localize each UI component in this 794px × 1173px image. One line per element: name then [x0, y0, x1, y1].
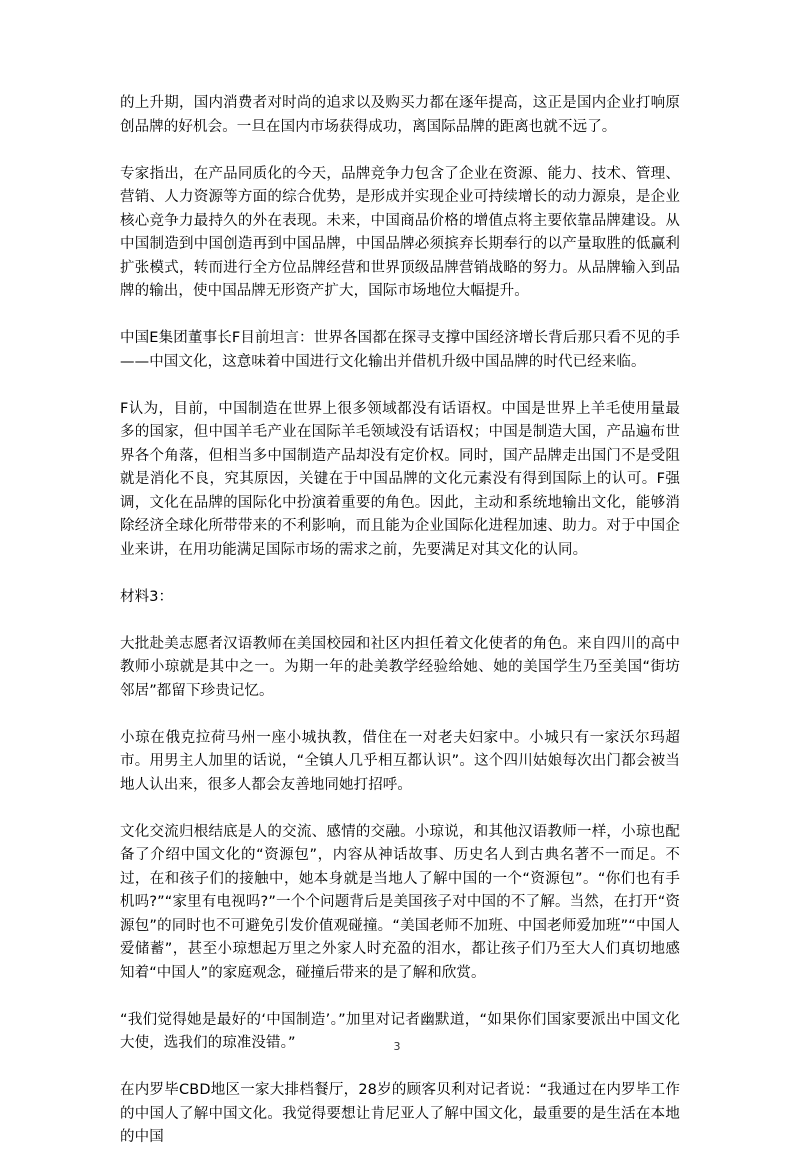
page-number: 3 — [393, 1040, 401, 1053]
paragraph-7: 文化交流归根结底是人的交流、感情的交融。小琼说，和其他汉语教师一样，小琼也配备了介绍中国文化的“资源包”，内容从神话故事、历史名人到古典名著不一而足。不过，在和孩子们的接触中，她本身就是当地人了解中国的一个“资源包”。“你们也有手机吗?”“家里有电视吗?”一个个问题背后是美国孩子对中国的不了解。当然，在打开“资源包”的同时也不可避免引发价值观碰撞。“美国老师不加班、中国老师爱加班”“中国人爱储蓄”，甚至小琼想起万里之外家人时充盈的泪水，都让孩子们乃至大人们真切地感知着“中国人”的家庭观念，碰撞后带来的是了解和欣赏。 — [120, 823, 680, 981]
paragraph-6: 小琼在俄克拉荷马州一座小城执教，借住在一对老夫妇家中。小城只有一家沃尔玛超市。用男主人加里的话说，“全镇人几乎相互都认识”。这个四川姑娘每次出门都会被当地人认出来，很多人都会友善地同她打招呼。 — [120, 729, 680, 793]
paragraph-2: 专家指出，在产品同质化的今天，品牌竞争力包含了企业在资源、能力、技术、管理、营销、人力资源等方面的综合优势，是形成并实现企业可持续增长的动力源泉，是企业核心竞争力最持久的外在表现。未来，中国商品价格的增值点将主要依靠品牌建设。从中国制造到中国创造再到中国品牌，中国品牌必须摈弃长期奉行的以产量取胜的低赢利扩张模式，转而进行全方位品牌经营和世界顶级品牌营销战略的努力。从品牌输入到品牌的输出，使中国品牌无形资产扩大，国际市场地位大幅提升。 — [120, 165, 680, 299]
paragraph-9: 在内罗毕CBD地区一家大排档餐厅，28岁的顾客贝利对记者说：“我通过在内罗毕工作的中国人了解中国文化。我觉得要想让肯尼亚人了解中国文化，最重要的是生活在本地的中国 — [120, 1082, 680, 1145]
document-body — [120, 92, 680, 1173]
paragraph-4: F认为，目前，中国制造在世界上很多领域都没有话语权。中国是世界上羊毛使用量最多的国家，但中国羊毛产业在国际羊毛领域没有话语权；中国是制造大国，产品遍布世界各个角落，但相当多中国制造产品却没有定价权。同时，国产品牌走出国门不是受阻就是消化不良，究其原因，关键在于中国品牌的文化元素没有得到国际上的认可。F强调，文化在品牌的国际化中扮演着重要的角色。因此，主动和系统地输出文化，能够消除经济全球化所带带来的不利影响，而且能为企业国际化进程加速、助力。对于中国企业来讲，在用功能满足国际市场的需求之前，先要满足对其文化的认同。 — [120, 400, 680, 558]
paragraph-3: 中国E集团董事长F目前坦言：世界各国都在探寻支撑中国经济增长背后那只看不见的手——中国文化，这意味着中国进行文化输出并借机升级中国品牌的时代已经来临。 — [120, 330, 680, 370]
paragraph-1: 的上升期，国内消费者对时尚的追求以及购买力都在逐年提高，这正是国内企业打响原创品牌的好机会。一旦在国内市场获得成功，离国际品牌的距离也就不远了。 — [120, 95, 680, 135]
section-heading-material-3: 材料3： — [120, 588, 174, 605]
paragraph-5: 大批赴美志愿者汉语教师在美国校园和社区内担任着文化使者的角色。来自四川的高中教师小琼就是其中之一。为期一年的赴美教学经验给她、她的美国学生乃至美国“街坊邻居”都留下珍贵记忆。 — [120, 635, 680, 699]
paragraph-8: “我们觉得她是最好的‘中国制造’。”加里对记者幽默道，“如果你们国家要派出中国文化大使，选我们的琼准没错。” — [120, 1011, 680, 1051]
